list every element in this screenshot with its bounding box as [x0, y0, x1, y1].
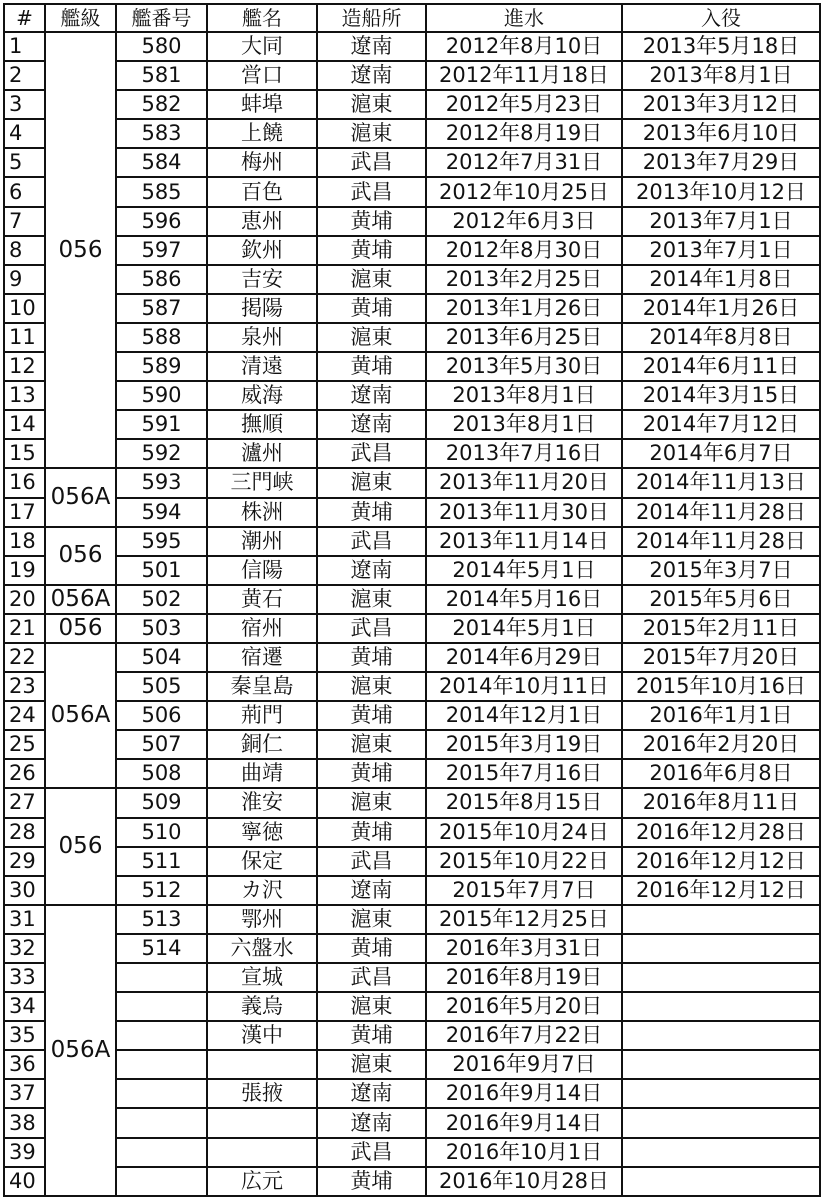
commission-date: 2014年3月15日	[622, 381, 820, 410]
shipyard: 黄埔	[317, 236, 426, 265]
row-index: 10	[4, 294, 45, 323]
commission-date	[622, 1079, 820, 1108]
shipyard: 武昌	[317, 614, 426, 643]
row-index: 19	[4, 556, 45, 585]
header-hull-number: 艦番号	[116, 4, 207, 32]
row-index: 15	[4, 439, 45, 468]
table-row	[4, 788, 820, 817]
launch-date: 2014年10月11日	[426, 672, 622, 701]
commission-date: 2016年12月12日	[622, 847, 820, 876]
ship-name: 六盤水	[207, 934, 317, 963]
shipyard: 黄埔	[317, 294, 426, 323]
ship-name: 張掖	[207, 1079, 317, 1108]
commission-date	[622, 963, 820, 992]
hull-number: 511	[116, 847, 207, 876]
commission-date: 2014年6月11日	[622, 352, 820, 381]
hull-number: 592	[116, 439, 207, 468]
ship-class: 056A	[45, 585, 116, 614]
table-row	[4, 323, 820, 352]
hull-number: 513	[116, 905, 207, 934]
launch-date: 2013年8月1日	[426, 410, 622, 439]
commission-date	[622, 934, 820, 963]
shipyard: 滬東	[317, 730, 426, 759]
ship-name: 義烏	[207, 992, 317, 1021]
hull-number: 508	[116, 759, 207, 788]
commission-date: 2016年6月8日	[622, 759, 820, 788]
row-index: 6	[4, 177, 45, 206]
header-ship-name: 艦名	[207, 4, 317, 32]
ship-name: 銅仁	[207, 730, 317, 759]
shipyard: 滬東	[317, 992, 426, 1021]
launch-date: 2013年5月30日	[426, 352, 622, 381]
launch-date: 2015年10月22日	[426, 847, 622, 876]
commission-date: 2015年2月11日	[622, 614, 820, 643]
ship-name: 寧徳	[207, 818, 317, 847]
hull-number: 588	[116, 323, 207, 352]
shipyard: 黄埔	[317, 207, 426, 236]
table-row	[4, 236, 820, 265]
launch-date: 2013年11月20日	[426, 468, 622, 497]
table-row	[4, 759, 820, 788]
row-index: 39	[4, 1138, 45, 1167]
shipyard: 黄埔	[317, 818, 426, 847]
launch-date: 2012年10月25日	[426, 177, 622, 206]
commission-date: 2013年10月12日	[622, 177, 820, 206]
ship-class: 056	[45, 614, 116, 643]
launch-date: 2012年5月23日	[426, 90, 622, 119]
commission-date: 2016年8月11日	[622, 788, 820, 817]
launch-date: 2013年1月26日	[426, 294, 622, 323]
row-index: 30	[4, 876, 45, 905]
table-row	[4, 207, 820, 236]
table-row	[4, 527, 820, 556]
row-index: 35	[4, 1021, 45, 1050]
row-index: 3	[4, 90, 45, 119]
ship-name: 撫順	[207, 410, 317, 439]
launch-date: 2016年10月1日	[426, 1138, 622, 1167]
table-row	[4, 352, 820, 381]
launch-date: 2012年8月30日	[426, 236, 622, 265]
shipyard: 遼南	[317, 61, 426, 90]
row-index: 25	[4, 730, 45, 759]
ship-class: 056A	[45, 643, 116, 788]
ship-name: 欽州	[207, 236, 317, 265]
row-index: 1	[4, 32, 45, 61]
launch-date: 2014年5月1日	[426, 614, 622, 643]
row-index: 40	[4, 1167, 45, 1196]
commission-date: 2013年7月1日	[622, 207, 820, 236]
shipyard: 黄埔	[317, 1167, 426, 1196]
commission-date: 2013年3月12日	[622, 90, 820, 119]
hull-number: 580	[116, 32, 207, 61]
table-row	[4, 876, 820, 905]
hull-number	[116, 963, 207, 992]
launch-date: 2015年12月25日	[426, 905, 622, 934]
commission-date: 2014年1月26日	[622, 294, 820, 323]
table-row	[4, 585, 820, 614]
hull-number: 514	[116, 934, 207, 963]
ship-name: 営口	[207, 61, 317, 90]
hull-number	[116, 1079, 207, 1108]
hull-number: 583	[116, 119, 207, 148]
hull-number: 509	[116, 788, 207, 817]
table-row	[4, 1108, 820, 1137]
hull-number: 597	[116, 236, 207, 265]
shipyard: 武昌	[317, 439, 426, 468]
table-body	[4, 32, 820, 1196]
shipyard: 滬東	[317, 788, 426, 817]
table-row	[4, 468, 820, 497]
shipyard: 遼南	[317, 381, 426, 410]
shipyard: 遼南	[317, 556, 426, 585]
commission-date: 2013年7月29日	[622, 148, 820, 177]
hull-number: 505	[116, 672, 207, 701]
shipyard: 遼南	[317, 876, 426, 905]
commission-date: 2016年1月1日	[622, 701, 820, 730]
commission-date: 2015年7月20日	[622, 643, 820, 672]
launch-date: 2013年6月25日	[426, 323, 622, 352]
commission-date: 2014年8月8日	[622, 323, 820, 352]
ship-name	[207, 1050, 317, 1079]
row-index: 2	[4, 61, 45, 90]
commission-date: 2016年2月20日	[622, 730, 820, 759]
commission-date: 2013年8月1日	[622, 61, 820, 90]
hull-number: 585	[116, 177, 207, 206]
ship-name	[207, 1108, 317, 1137]
row-index: 27	[4, 788, 45, 817]
shipyard: 滬東	[317, 585, 426, 614]
shipyard: 黄埔	[317, 701, 426, 730]
ship-class: 056	[45, 32, 116, 468]
ship-name: 曲靖	[207, 759, 317, 788]
table-row	[4, 992, 820, 1021]
commission-date: 2013年5月18日	[622, 32, 820, 61]
launch-date: 2014年12月1日	[426, 701, 622, 730]
launch-date: 2015年7月16日	[426, 759, 622, 788]
ship-name: カ沢	[207, 876, 317, 905]
row-index: 37	[4, 1079, 45, 1108]
shipyard: 滬東	[317, 90, 426, 119]
table-row	[4, 556, 820, 585]
shipyard: 滬東	[317, 119, 426, 148]
ship-name: 荊門	[207, 701, 317, 730]
ship-name: 瀘州	[207, 439, 317, 468]
commission-date	[622, 1108, 820, 1137]
row-index: 14	[4, 410, 45, 439]
commission-date	[622, 1167, 820, 1196]
launch-date: 2013年7月16日	[426, 439, 622, 468]
shipyard: 滬東	[317, 323, 426, 352]
launch-date: 2014年5月1日	[426, 556, 622, 585]
table-row	[4, 119, 820, 148]
launch-date: 2016年5月20日	[426, 992, 622, 1021]
row-index: 21	[4, 614, 45, 643]
table-row	[4, 701, 820, 730]
hull-number: 596	[116, 207, 207, 236]
ship-name: 宿州	[207, 614, 317, 643]
ship-name: 大同	[207, 32, 317, 61]
ship-name: 掲陽	[207, 294, 317, 323]
row-index: 4	[4, 119, 45, 148]
ship-name: 百色	[207, 177, 317, 206]
shipyard: 滬東	[317, 672, 426, 701]
ship-name: 威海	[207, 381, 317, 410]
ship-name: 信陽	[207, 556, 317, 585]
table-row	[4, 148, 820, 177]
shipyard: 黄埔	[317, 759, 426, 788]
row-index: 22	[4, 643, 45, 672]
row-index: 17	[4, 498, 45, 527]
hull-number: 582	[116, 90, 207, 119]
commission-date: 2015年3月7日	[622, 556, 820, 585]
table-row	[4, 905, 820, 934]
shipyard: 遼南	[317, 1079, 426, 1108]
commission-date: 2013年6月10日	[622, 119, 820, 148]
table-row	[4, 90, 820, 119]
launch-date: 2016年9月7日	[426, 1050, 622, 1079]
hull-number	[116, 1167, 207, 1196]
hull-number: 584	[116, 148, 207, 177]
ship-class: 056A	[45, 905, 116, 1196]
shipyard: 武昌	[317, 1138, 426, 1167]
row-index: 29	[4, 847, 45, 876]
row-index: 24	[4, 701, 45, 730]
hull-number: 594	[116, 498, 207, 527]
hull-number: 590	[116, 381, 207, 410]
row-index: 34	[4, 992, 45, 1021]
hull-number: 503	[116, 614, 207, 643]
ship-name	[207, 1138, 317, 1167]
hull-number: 587	[116, 294, 207, 323]
table-row	[4, 847, 820, 876]
ship-name: 梅州	[207, 148, 317, 177]
table-row	[4, 818, 820, 847]
table-row	[4, 1021, 820, 1050]
header-row	[4, 4, 820, 32]
ship-name: 鄂州	[207, 905, 317, 934]
hull-number	[116, 1050, 207, 1079]
commission-date: 2015年5月6日	[622, 585, 820, 614]
ship-name: 漢中	[207, 1021, 317, 1050]
commission-date: 2014年11月28日	[622, 527, 820, 556]
row-index: 23	[4, 672, 45, 701]
hull-number: 510	[116, 818, 207, 847]
launch-date: 2015年8月15日	[426, 788, 622, 817]
table-row	[4, 439, 820, 468]
row-index: 18	[4, 527, 45, 556]
row-index: 38	[4, 1108, 45, 1137]
launch-date: 2012年7月31日	[426, 148, 622, 177]
launch-date: 2012年8月10日	[426, 32, 622, 61]
ship-name: 清遠	[207, 352, 317, 381]
row-index: 12	[4, 352, 45, 381]
shipyard: 遼南	[317, 1108, 426, 1137]
launch-date: 2015年3月19日	[426, 730, 622, 759]
hull-number: 502	[116, 585, 207, 614]
table-row	[4, 672, 820, 701]
ship-name: 吉安	[207, 265, 317, 294]
commission-date	[622, 1021, 820, 1050]
header-shipyard: 造船所	[317, 4, 426, 32]
commission-date: 2014年7月12日	[622, 410, 820, 439]
table-row	[4, 32, 820, 61]
ship-class: 056	[45, 527, 116, 585]
launch-date: 2014年5月16日	[426, 585, 622, 614]
launch-date: 2016年7月22日	[426, 1021, 622, 1050]
row-index: 28	[4, 818, 45, 847]
table-row	[4, 265, 820, 294]
table-row	[4, 498, 820, 527]
hull-number: 512	[116, 876, 207, 905]
hull-number: 507	[116, 730, 207, 759]
hull-number: 501	[116, 556, 207, 585]
launch-date: 2016年9月14日	[426, 1108, 622, 1137]
row-index: 7	[4, 207, 45, 236]
shipyard: 武昌	[317, 527, 426, 556]
commission-date: 2016年12月12日	[622, 876, 820, 905]
ship-name: 宣城	[207, 963, 317, 992]
commission-date: 2015年10月16日	[622, 672, 820, 701]
hull-number	[116, 1108, 207, 1137]
launch-date: 2012年11月18日	[426, 61, 622, 90]
ship-name: 秦皇島	[207, 672, 317, 701]
shipyard: 遼南	[317, 410, 426, 439]
launch-date: 2015年10月24日	[426, 818, 622, 847]
hull-number	[116, 1138, 207, 1167]
row-index: 36	[4, 1050, 45, 1079]
commission-date: 2014年11月13日	[622, 468, 820, 497]
ship-name: 泉州	[207, 323, 317, 352]
table-row	[4, 730, 820, 759]
shipyard: 武昌	[317, 177, 426, 206]
ship-table	[3, 3, 821, 1197]
shipyard: 滬東	[317, 1050, 426, 1079]
shipyard: 黄埔	[317, 934, 426, 963]
commission-date	[622, 1050, 820, 1079]
commission-date: 2013年7月1日	[622, 236, 820, 265]
commission-date: 2014年6月7日	[622, 439, 820, 468]
shipyard: 黄埔	[317, 352, 426, 381]
commission-date	[622, 992, 820, 1021]
launch-date: 2013年2月25日	[426, 265, 622, 294]
row-index: 32	[4, 934, 45, 963]
shipyard: 武昌	[317, 148, 426, 177]
hull-number: 589	[116, 352, 207, 381]
ship-name: 恵州	[207, 207, 317, 236]
launch-date: 2016年10月28日	[426, 1167, 622, 1196]
header-commissioned: 入役	[622, 4, 820, 32]
ship-name: 三門峡	[207, 468, 317, 497]
table-row	[4, 177, 820, 206]
launch-date: 2012年8月19日	[426, 119, 622, 148]
header-launched: 進水	[426, 4, 622, 32]
table-row	[4, 614, 820, 643]
hull-number	[116, 1021, 207, 1050]
commission-date	[622, 905, 820, 934]
table-row	[4, 410, 820, 439]
launch-date: 2012年6月3日	[426, 207, 622, 236]
table-row	[4, 934, 820, 963]
launch-date: 2013年8月1日	[426, 381, 622, 410]
hull-number: 506	[116, 701, 207, 730]
hull-number	[116, 992, 207, 1021]
shipyard: 黄埔	[317, 1021, 426, 1050]
commission-date: 2014年11月28日	[622, 498, 820, 527]
shipyard: 黄埔	[317, 498, 426, 527]
row-index: 13	[4, 381, 45, 410]
commission-date: 2014年1月8日	[622, 265, 820, 294]
table-row	[4, 1050, 820, 1079]
shipyard: 遼南	[317, 32, 426, 61]
ship-class: 056A	[45, 468, 116, 526]
launch-date: 2016年9月14日	[426, 1079, 622, 1108]
shipyard: 武昌	[317, 963, 426, 992]
table-row	[4, 643, 820, 672]
commission-date: 2016年12月28日	[622, 818, 820, 847]
table-row	[4, 294, 820, 323]
row-index: 5	[4, 148, 45, 177]
ship-name: 保定	[207, 847, 317, 876]
header-index: #	[4, 4, 45, 32]
ship-name: 淮安	[207, 788, 317, 817]
launch-date: 2013年11月14日	[426, 527, 622, 556]
hull-number: 595	[116, 527, 207, 556]
hull-number: 586	[116, 265, 207, 294]
row-index: 16	[4, 468, 45, 497]
shipyard: 武昌	[317, 847, 426, 876]
hull-number: 593	[116, 468, 207, 497]
ship-name: 蚌埠	[207, 90, 317, 119]
table-row	[4, 381, 820, 410]
launch-date: 2015年7月7日	[426, 876, 622, 905]
row-index: 31	[4, 905, 45, 934]
table-row	[4, 1079, 820, 1108]
hull-number: 504	[116, 643, 207, 672]
ship-name: 株洲	[207, 498, 317, 527]
launch-date: 2016年8月19日	[426, 963, 622, 992]
ship-name: 潮州	[207, 527, 317, 556]
row-index: 11	[4, 323, 45, 352]
ship-name: 黄石	[207, 585, 317, 614]
row-index: 9	[4, 265, 45, 294]
shipyard: 滬東	[317, 905, 426, 934]
ship-name: 上饒	[207, 119, 317, 148]
table-row	[4, 1167, 820, 1196]
ship-name: 宿遷	[207, 643, 317, 672]
row-index: 8	[4, 236, 45, 265]
row-index: 26	[4, 759, 45, 788]
row-index: 20	[4, 585, 45, 614]
ship-name: 広元	[207, 1167, 317, 1196]
launch-date: 2016年3月31日	[426, 934, 622, 963]
table-row	[4, 1138, 820, 1167]
shipyard: 滬東	[317, 265, 426, 294]
shipyard: 滬東	[317, 468, 426, 497]
ship-class: 056	[45, 788, 116, 904]
commission-date	[622, 1138, 820, 1167]
shipyard: 黄埔	[317, 643, 426, 672]
hull-number: 581	[116, 61, 207, 90]
header-class: 艦級	[45, 4, 116, 32]
launch-date: 2013年11月30日	[426, 498, 622, 527]
table-row	[4, 61, 820, 90]
launch-date: 2014年6月29日	[426, 643, 622, 672]
hull-number: 591	[116, 410, 207, 439]
row-index: 33	[4, 963, 45, 992]
table-row	[4, 963, 820, 992]
